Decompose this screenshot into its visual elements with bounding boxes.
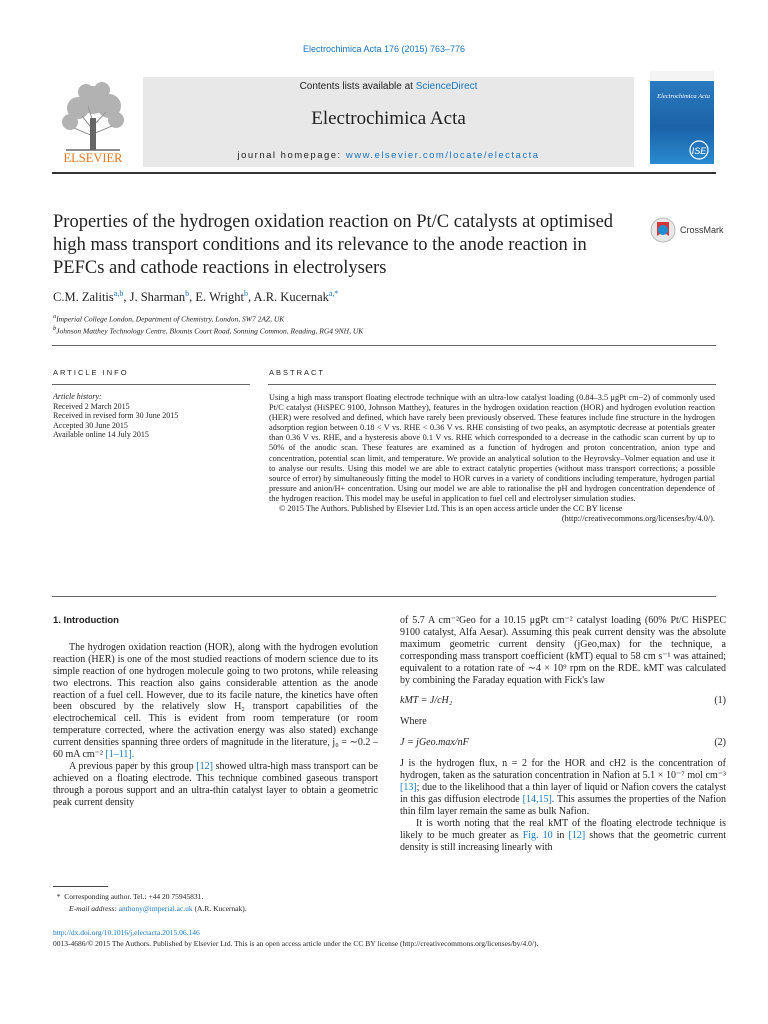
abstract-body [269,393,715,524]
equation-2 [400,737,726,749]
paragraph-text: J is the hydrogen flux, n = 2 for the HOR and cH2 is the concentration of hydrogen, taken as the saturation concentration in Nafion at 5.1 × 10⁻⁷ mol cm⁻³ [400,758,726,782]
homepage-prefix: journal homepage: [237,150,346,161]
email-label: E-mail address: [69,904,119,913]
citation-link[interactable]: [12] [196,760,213,772]
figure-link[interactable]: Fig. 10 [522,829,553,841]
corresponding-author-footnote [53,891,247,915]
article-title: Properties of the hydrogen oxidation reaction on Pt/C catalysts at optimised high mass transport conditions and its relevance to the anode reaction in PEFCs and cathode reactions in electrolysers [53,212,614,278]
paragraph-text: in [552,829,569,841]
author-separator: , [247,290,254,305]
author-name: E. Wright [195,290,244,305]
elsevier-wordmark: ELSEVIER [63,151,123,164]
history-received: Received 2 March 2015 [53,401,130,411]
history-label: Article history: [53,392,102,401]
intro-paragraph-1 [53,642,378,761]
equation-text: kMT = J/cH₂ [400,695,453,707]
author-name: C.M. Zalitis [53,290,114,305]
journal-homepage [143,150,634,161]
homepage-link[interactable]: www.elsevier.com/locate/electacta [345,150,540,161]
paragraph-text: ; due to the likelihood that a thin layer of liquid or Nafion covers the catalyst in this gas diffusion electrode [400,781,726,805]
where-label: Where [400,716,427,728]
email-link[interactable]: anthony@imperial.ac.uk [118,904,193,913]
crossmark-icon [650,216,678,246]
author-affiliation-mark[interactable]: b [243,289,248,298]
info-divider [52,384,250,385]
issn-line: 0013-4686/© 2015 The Authors. Published by Elsevier Ltd. This is an open access article under the CC BY license (http://creativecommons.org/licenses/by/4.0/). [53,939,539,948]
crossmark-label: CrossMark [680,225,724,235]
abstract-bottom-divider [52,596,716,597]
crossmark-badge[interactable] [650,216,730,246]
citation-link[interactable]: [12] [568,829,586,841]
right-paragraph-3 [400,818,726,854]
journal-reference[interactable]: Electrochimica Acta 176 (2015) 763–776 [302,44,466,54]
affiliation-b [53,325,363,336]
abstract-text: Using a high mass transport floating electrode technique with an ultra-low catalyst loading (0.84–3.5 μgPt cm−2) of commonly used Pt/C catalyst (HiSPEC 9100, Johnson Matthey), features in the hydrogen oxidation reaction (HOR) and hydrogen evolution reaction (HER) were resolved and defined, which have rarely been previously observed. These features include fine structure in the hydrogen adsorption region between 0.18 < V vs. RHE < 0.36 V vs. RHE consisting of two peaks, an asymptotic decrease at potentials greater than 0.36 V vs. RHE, and a hysteresis above 0.1 V vs. RHE which corresponded to a decrease in the cathodic scan current by up to 50% of the anodic scan. These features are examined as a function of hydrogen and proton concentration, anion type and concentration, potential scan limit, and temperature. We provide an analytical solution to the Heyrovsky–Volmer equation and use it to analyse our results. Using this model we are able to extract catalytic properties (without mass transport corrections; a possible source of error) by simultaneously fitting the model to HOR curves in a variety of conditions including temperature, hydrogen partial pressure and anion/H+ concentration. Using our model we are able to rationalise the pH and hydrogen concentration dependence of the hydrogen reaction. This model may be useful in application to fuel cell and electrolyser simulation studies. [269,393,715,503]
author-list [53,289,338,305]
citation-link[interactable]: [1–11]. [105,749,135,761]
intro-paragraph-2 [53,761,378,809]
article-info-heading: ARTICLE INFO [53,368,129,377]
author-separator: , [189,290,196,305]
abstract-divider [268,384,716,385]
paragraph-text: . This assumes the properties of the Nafion thin film layer remain the same as bulk Nafion. [400,793,726,817]
doi-link[interactable]: http://dx.doi.org/10.1016/j.electacta.2015.06.146 [53,928,200,937]
journal-name: Electrochimica Acta [311,108,466,129]
footnote-mark: * [56,892,61,901]
citation-link[interactable]: [14,15] [522,793,552,805]
ise-logo-icon [686,139,712,161]
paragraph-text: showed ultra-high mass transport can be achieved on a floating electrode. This technique combined gaseous transport through a porous support and an ultra-thin catalyst layer to obtain a geometric peak current density [53,760,378,808]
footnote-text: Corresponding author. Tel.: +44 20 75945831. [64,892,204,901]
author-name: J. Sharman [129,290,186,305]
cover-top-band [650,71,714,81]
author-affiliation-mark[interactable]: a,* [328,289,339,298]
equation-text: J = jGeo.max/nF [400,737,469,749]
affiliation-mark: b [53,325,57,332]
affiliation-divider [52,345,716,346]
history-online: Available online 14 July 2015 [53,430,149,440]
history-accepted: Accepted 30 June 2015 [53,420,128,430]
footnote-divider [53,886,108,887]
right-paragraph-1: of 5.7 A cm⁻²Geo for a 10.15 μgPt cm⁻² catalyst loading (60% Pt/C HiSPEC 9100 catalyst, Alfa Aesar). Assuming this peak current density was the absolute maximum geometric current density (jGeo,max) for the technique, a corresponding mass transport coefficient (kMT) equal to 58 cm s⁻¹ was attained; equivalent to a rotation rate of ∼4 × 10⁹ rpm on the RDE. kMT was calculated by combining the Faraday equation with Fick's law [400,615,726,686]
paragraph-text: It is worth noting that the real kMT of the floating electrode technique is likely to be much greater as [400,817,726,841]
equation-1 [400,695,726,707]
email-suffix: (A.R. Kucernak). [192,904,247,913]
body-right-column [400,615,726,853]
page-footer [53,927,538,949]
elsevier-tree-logo-icon [52,78,134,164]
right-paragraph-2 [400,758,726,818]
body-left-column [53,615,378,809]
affiliation-text: Johnson Matthey Technology Centre, Blounts Court Road, Sonning Common, Reading, RG4 9NH, UK [56,326,364,336]
citation-link[interactable]: [13] [400,781,417,793]
affiliation-mark: a [53,313,57,320]
footnote-line-2 [53,903,247,915]
author-affiliation-mark[interactable]: a,b [113,289,124,298]
paragraph-text: shows that the geometric current density is still increasing linearly with [400,829,727,853]
abstract-heading: ABSTRACT [269,368,326,377]
cover-title: Electrochimica Acta [657,93,710,100]
author-name: A.R. Kucernak [253,290,329,305]
abstract-copyright: © 2015 The Authors. Published by Elsevier Ltd. This is an open access article under the CC BY license [279,504,623,514]
contents-prefix: Contents lists available at [299,81,416,92]
sciencedirect-link[interactable]: ScienceDirect [415,81,478,92]
affiliation-text: Imperial College London, Department of Chemistry, London, SW7 2AZ, UK [56,314,285,324]
contents-line [143,81,634,92]
equation-number: (1) [714,695,726,707]
journal-cover-thumbnail[interactable] [650,71,714,164]
cover-badge-text: ISE [691,146,707,156]
paragraph-text: A previous paper by this group [69,760,197,772]
equation-number: (2) [714,737,726,749]
history-revised: Received in revised form 30 June 2015 [53,411,179,421]
header-divider [52,172,716,174]
affiliation-a [53,313,284,324]
section-heading-introduction: 1. Introduction [53,615,119,626]
author-separator: , [123,290,130,305]
abstract-license[interactable]: (http://creativecommons.org/licenses/by/4.0/). [561,514,715,524]
article-history [53,392,178,440]
paragraph-text: The hydrogen oxidation reaction (HOR), along with the hydrogen evolution reaction (HER) is one of the most studied reactions of modern science due to its simple reaction of one hydrogen molecule going to two protons, while releasing two electrons. This reaction also gains considerable attention as the anode reaction of a fuel cell. However, due to its facile nature, the kinetics have often been obscured by the relatively slow H₂ transport capabilities of the electrochemical cell. This is evident from room temperature (or room temperature corrected, where the activation energy was also stated) exchange current densities spanning three orders of magnitude in the literature, j₀ = ∼0.2 – 60 mA cm⁻² [53,641,378,761]
footnote-line-1 [53,891,247,903]
journal-masthead [143,77,634,167]
author-affiliation-mark[interactable]: b [185,289,190,298]
